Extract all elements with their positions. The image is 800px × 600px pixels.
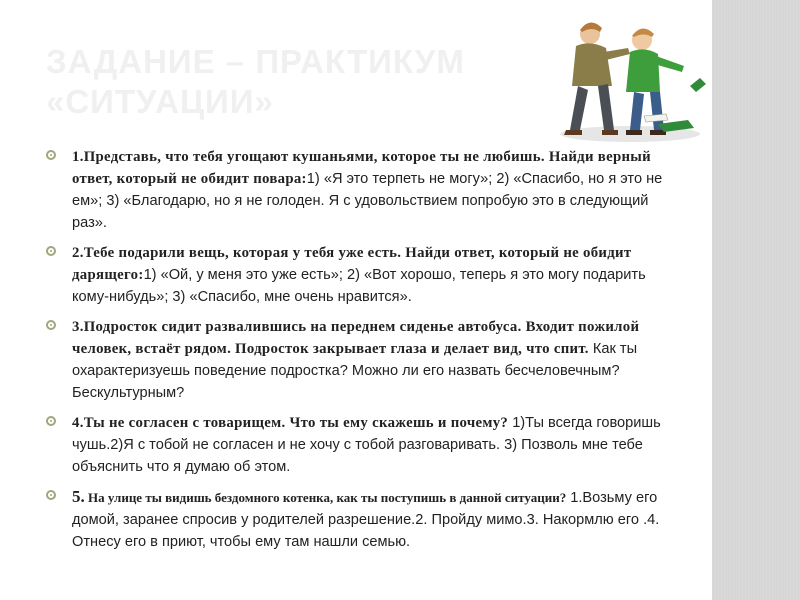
two-boys-pushing-illustration-icon [540, 12, 710, 147]
task-item-1 [46, 146, 666, 234]
task-number: 5. [72, 487, 85, 506]
task-answers: 1) «Я это терпеть не могу»; 2) «Спасибо, но я это не ем»; 3) «Благодарю, но я не голоден. Я с удовольствием попробую это в следующий раз». [72, 171, 663, 231]
tasks-list [46, 146, 666, 561]
bullet-icon [46, 490, 56, 500]
task-item-3 [46, 316, 666, 404]
side-decoration-strip [712, 0, 800, 600]
task-item-5 [46, 486, 666, 553]
task-answers: 1)Ты всегда говоришь чушь.2)Я с тобой не согласен и не хочу с тобой разговаривать. 3) Позволь мне тебе объяснить что я думаю об этом. [72, 415, 661, 475]
bullet-icon [46, 320, 56, 330]
bullet-icon [46, 416, 56, 426]
task-question: 3.Подросток сидит развалившись на переднем сиденье автобуса. Входит пожилой человек, встаёт рядом. Подросток закрывает глаза и делает вид, что спит. [72, 319, 640, 357]
bullet-icon [46, 246, 56, 256]
task-answers: 1.Возьму его домой, заранее спросив у родителей разрешение.2. Пройду мимо.3. Накормлю его .4. Отнесу его в приют, чтобы ему там нашли семью. [72, 490, 660, 550]
task-answers: 1) «Ой, у меня это уже есть»; 2) «Вот хорошо, теперь я это могу подарить кому-нибудь»; 3) «Спасибо, мне очень нравится». [72, 267, 646, 305]
slide-title: ЗАДАНИЕ – ПРАКТИКУМ «СИТУАЦИИ» [46, 43, 465, 120]
bullet-icon [46, 150, 56, 160]
task-item-4 [46, 412, 666, 478]
task-item-2 [46, 242, 666, 308]
task-question: 4.Ты не согласен с товарищем. Что ты ему скажешь и почему? [72, 415, 509, 431]
task-answers: Как ты охарактеризуешь поведение подростка? Можно ли его назвать бесчеловечным? Бескультурным? [72, 341, 638, 401]
task-question: На улице ты видишь бездомного котенка, как ты поступишь в данной ситуации? [84, 490, 567, 505]
task-question: 1.Представь, что тебя угощают кушаньями, которое ты не любишь. Найди верный ответ, который не обидит повара: [72, 149, 651, 187]
task-question: 2.Тебе подарили вещь, которая у тебя уже есть. Найди ответ, который не обидит дарящего: [72, 245, 632, 283]
